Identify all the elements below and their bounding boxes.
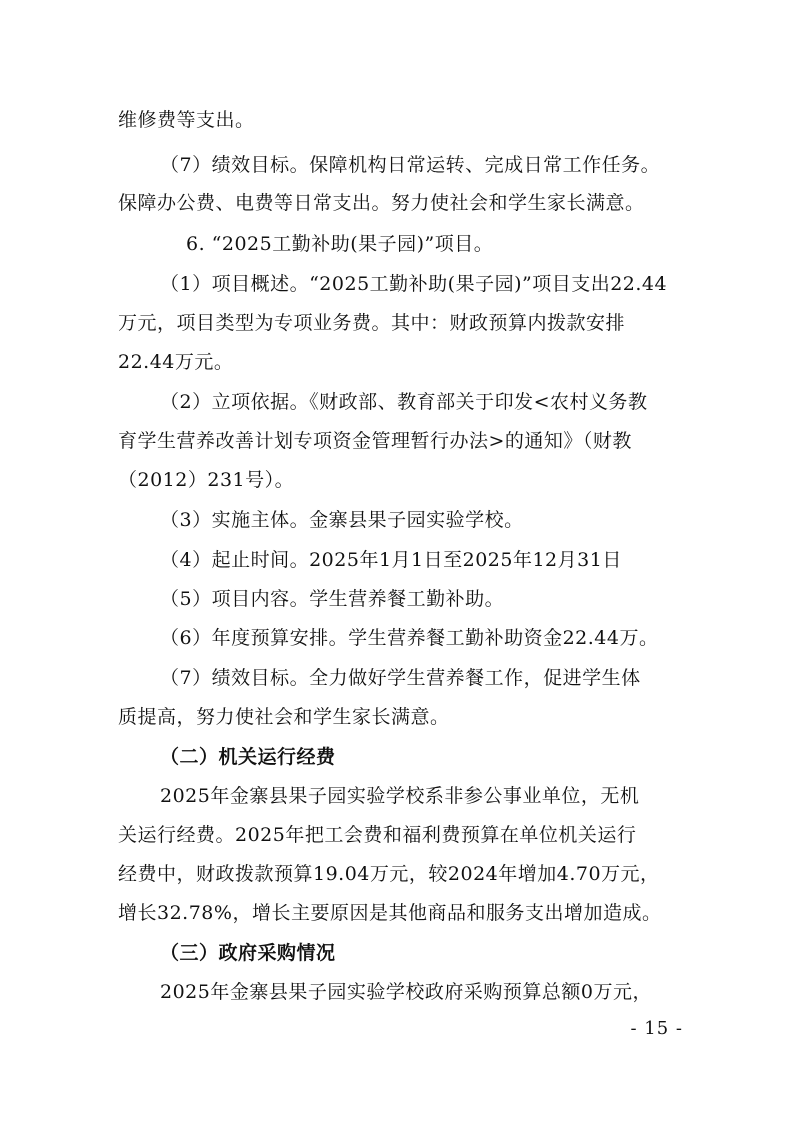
text-line: 保障办公费、电费等日常支出。努力使社会和学生家长满意。 bbox=[118, 192, 645, 214]
text-line: 育学生营养改善计划专项资金管理暂行办法>的通知》（财教 bbox=[118, 430, 632, 452]
text-line: （6）年度预算安排。学生营养餐工勤补助资金22.44万。 bbox=[160, 627, 659, 649]
text-line: 22.44万元。 bbox=[118, 351, 234, 373]
text-line: （4）起止时间。2025年1月1日至2025年12月31日 bbox=[160, 549, 622, 571]
section-heading: （三）政府采购情况 bbox=[160, 942, 336, 964]
text-line: （2）立项依据。《财政部、教育部关于印发<农村义务教 bbox=[160, 391, 648, 413]
text-line: （7）绩效目标。保障机构日常运转、完成日常工作任务。 bbox=[160, 154, 661, 176]
text-line: 关运行经费。2025年把工会费和福利费预算在单位机关运行 bbox=[118, 824, 637, 846]
text-line: 万元，项目类型为专项业务费。其中：财政预算内拨款安排 bbox=[118, 312, 626, 334]
text-line: 维修费等支出。 bbox=[118, 109, 255, 131]
text-line: （3）实施主体。金寨县果子园实验学校。 bbox=[160, 509, 524, 531]
text-line: （5）项目内容。学生营养餐工勤补助。 bbox=[160, 588, 505, 610]
text-line: 增长32.78%，增长主要原因是其他商品和服务支出增加造成。 bbox=[118, 902, 662, 924]
text-line: 经费中，财政拨款预算19.04万元，较2024年增加4.70万元， bbox=[118, 863, 660, 885]
text-line: （1）项目概述。“2025工勤补助(果子园)”项目支出22.44 bbox=[160, 273, 668, 295]
text-line: 2025年金寨县果子园实验学校系非参公事业单位，无机 bbox=[160, 785, 640, 807]
section-heading: （二）机关运行经费 bbox=[160, 746, 336, 768]
text-line: （2012）231号）。 bbox=[118, 469, 295, 491]
text-line: 6. “2025工勤补助(果子园)”项目。 bbox=[186, 233, 494, 255]
text-line: （7）绩效目标。全力做好学生营养餐工作，促进学生体 bbox=[160, 667, 641, 689]
text-line: 质提高，努力使社会和学生家长满意。 bbox=[118, 706, 450, 728]
page-number: - 15 - bbox=[630, 1018, 683, 1039]
text-line: 2025年金寨县果子园实验学校政府采购预算总额0万元， bbox=[160, 981, 652, 1003]
